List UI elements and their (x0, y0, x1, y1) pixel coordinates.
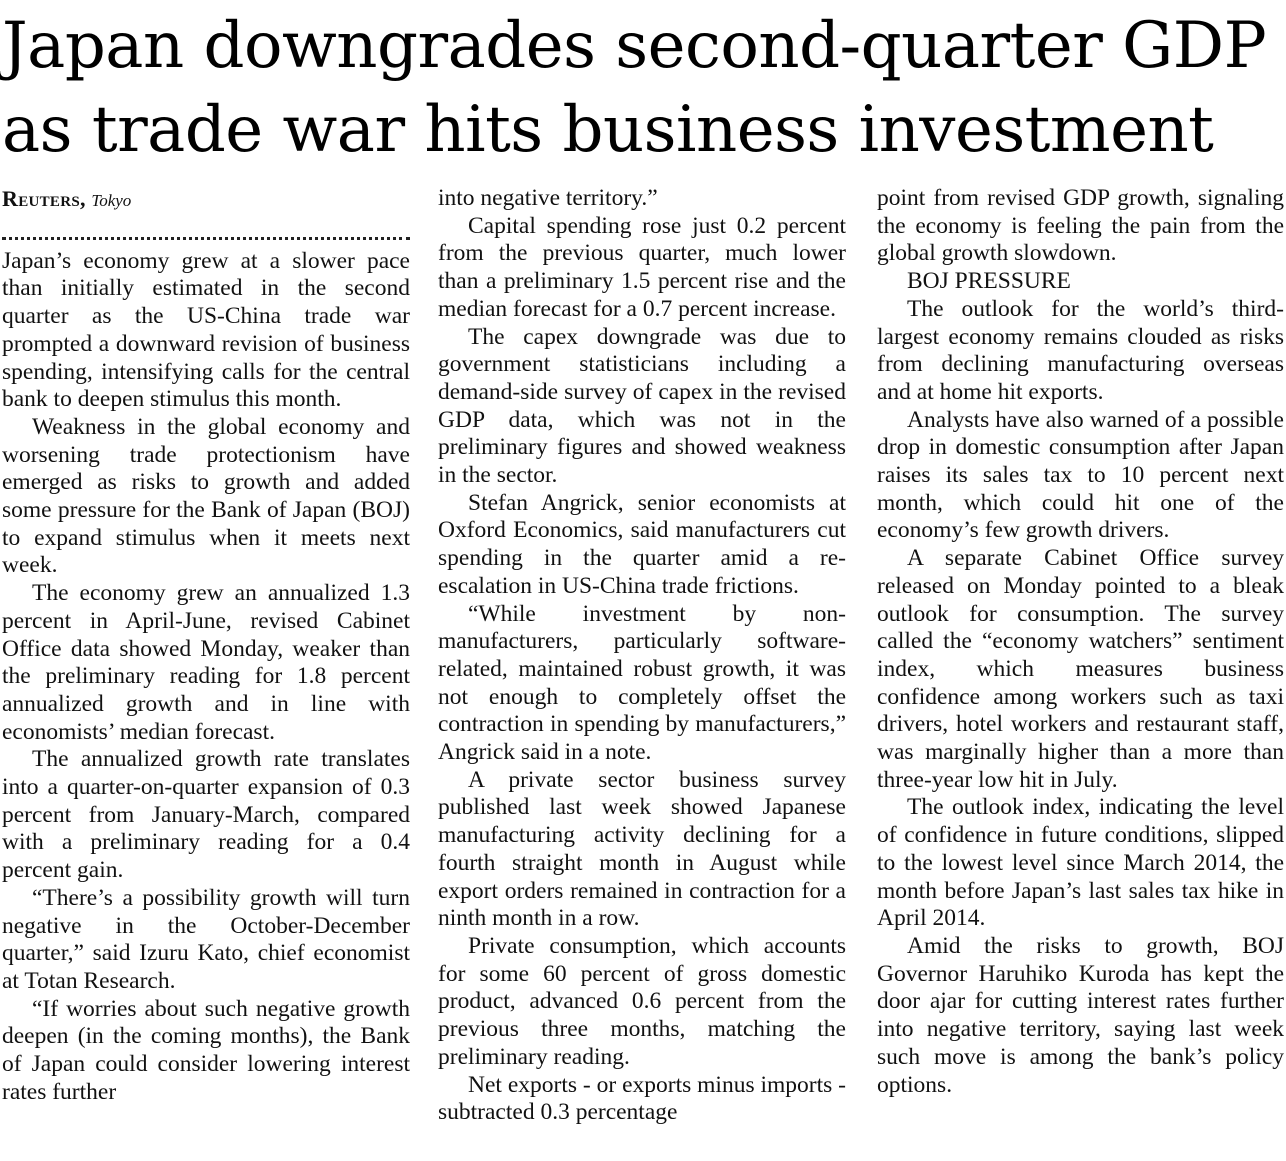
paragraph: Capital spending rose just 0.2 percent from the previous quarter, much lower than a preliminary 1.5 percent rise and the median forecast for a 0.7 percent increase. (438, 212, 846, 322)
paragraph-continuation: point from revised GDP growth, signaling the economy is feeling the pain from the global growth slowdown. (877, 185, 1284, 267)
paragraph: The outlook index, indicating the level of confidence in future conditions, slipped to the lowest level since March 2014, the month before Japan’s last sales tax hike in April 2014. (877, 794, 1284, 932)
section-subhead: BOJ PRESSURE (907, 268, 1071, 295)
paragraph: “There’s a possibility growth will turn negative in the October-December quarter,” said Izuru Kato, chief economist at Totan Research. (2, 884, 410, 994)
article-column-3 (877, 185, 1284, 1099)
paragraph: The annualized growth rate translates into a quarter-on-quarter expansion of 0.3 percent from January-March, compared with a preliminary reading for a 0.4 percent gain. (2, 746, 410, 884)
paragraph: Weakness in the global economy and worsening trade protectionism have emerged as risks to growth and added some pressure for the Bank of Japan (BOJ) to expand stimulus when it meets next week. (2, 413, 410, 579)
paragraph-continuation: into negative territory.” (438, 185, 658, 211)
paragraph: “If worries about such negative growth deepen (in the coming months), the Bank of Japan could consider lowering interest rates further (2, 995, 410, 1105)
byline-city: Tokyo (91, 191, 132, 210)
paragraph: A private sector business survey published last week showed Japanese manufacturing activity declining for a fourth straight month in August while export orders remained in contraction for a ninth month in a row. (438, 766, 846, 932)
article-column-1 (2, 185, 410, 1107)
byline (2, 185, 410, 215)
paragraph: Stefan Angrick, senior economists at Oxford Economics, said manufacturers cut spending in the quarter amid a re-escalation in US-China trade frictions. (438, 489, 846, 599)
headline-line-1: Japan downgrades second-quarter GDP (2, 9, 1267, 83)
paragraph: A separate Cabinet Office survey released on Monday pointed to a bleak outlook for consumption. The survey called the “economy watchers” sentiment index, which measures business confidence among workers such as taxi drivers, hotel workers and restaurant staff, was marginally higher than a more than three-year low hit in July. (877, 545, 1284, 793)
byline-agency: Reuters, (2, 186, 86, 211)
paragraph: Amid the risks to growth, BOJ Governor Haruhiko Kuroda has kept the door ajar for cutting interest rates further into negative territory, saying last week such move is among the bank’s policy options. (877, 932, 1284, 1098)
paragraph: Net exports - or exports minus imports - subtracted 0.3 percentage (438, 1071, 846, 1126)
paragraph: Analysts have also warned of a possible drop in domestic consumption after Japan raises its sales tax to 10 percent next month, which could hit one of the economy’s few growth drivers. (877, 406, 1284, 544)
headline-line-2: as trade war hits business investment (2, 93, 1214, 167)
headline (2, 4, 1282, 172)
article-column-2 (438, 185, 846, 1127)
paragraph: The economy grew an annualized 1.3 percent in April-June, revised Cabinet Office data showed Monday, weaker than the preliminary reading for 1.8 percent annualized growth and in line with economists’ median forecast. (2, 580, 410, 745)
dotted-divider (2, 217, 410, 240)
paragraph: Private consumption, which accounts for some 60 percent of gross domestic product, advanced 0.6 percent from the previous three months, matching the preliminary reading. (438, 932, 846, 1070)
paragraph: The outlook for the world’s third-largest economy remains clouded as risks from declining manufacturing overseas and at home hit exports. (877, 295, 1284, 405)
paragraph: “While investment by non-manufacturers, particularly software-related, maintained robust growth, it was not enough to completely offset the contraction in spending by manufacturers,” Angrick said in a note. (438, 600, 846, 766)
paragraph: Japan’s economy grew at a slower pace than initially estimated in the second quarter as the US-China trade war prompted a downward revision of business spending, intensifying calls for the central bank to deepen stimulus this month. (2, 247, 410, 413)
paragraph: The capex downgrade was due to government statisticians including a demand-side survey of capex in the revised GDP data, which was not in the preliminary figures and showed weakness in the sector. (438, 323, 846, 489)
